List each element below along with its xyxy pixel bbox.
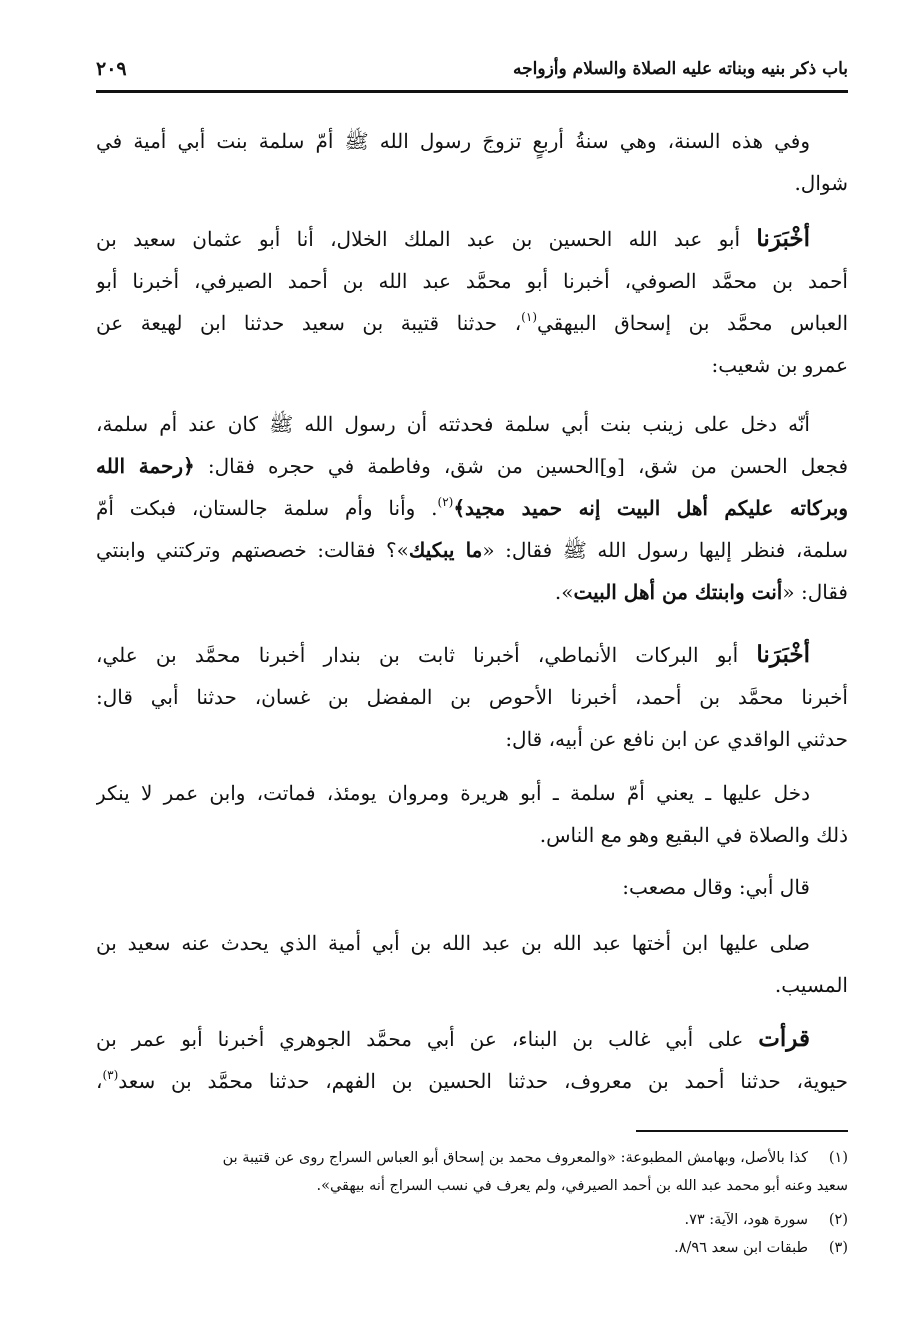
footnote-marker: (٢) <box>437 495 454 509</box>
text-line <box>96 1060 848 1102</box>
text-line <box>96 218 848 260</box>
paragraph-6 <box>96 866 848 908</box>
text-line: عمرو بن شعيب: <box>711 353 848 377</box>
text-line: ذلك والصلاة في البقيع وهو مع الناس. <box>539 823 848 847</box>
text-line: حدثني الواقدي عن ابن نافع عن أبيه، قال: <box>505 727 848 751</box>
hadith-quote: أنت وابنتك من أهل البيت <box>573 580 783 604</box>
paragraph-2 <box>96 218 848 386</box>
footnote-text: كذا بالأصل، وبهامش المطبوعة: «والمعروف محمد بن إسحاق أبو العباس السراج روى عن قتيبة بن <box>222 1150 808 1166</box>
paragraph-3 <box>96 403 848 613</box>
footnote-3 <box>96 1234 848 1262</box>
text-line: المسيب. <box>774 973 848 997</box>
footnote-number: (٢) <box>828 1212 848 1228</box>
isnad-keyword: قرأت <box>758 1025 810 1052</box>
header-rule <box>96 90 848 93</box>
text-line: أخبرنا محمَّد بن أحمد، أخبرنا الأحوص بن المفضل بن غسان، حدثنا أبي قال: <box>96 685 848 709</box>
text-span: »؟ فقالت: خصصتهم وتركتني وابنتي <box>96 538 409 562</box>
text-line <box>96 487 848 529</box>
isnad-keyword: أخْبَرَنا <box>756 225 810 252</box>
text-line <box>96 571 848 613</box>
text-line <box>96 1018 848 1060</box>
paragraph-5 <box>96 772 848 856</box>
paragraph-7 <box>96 922 848 1006</box>
text-span: سلمة، فنظر إليها رسول الله ﷺ فقال: « <box>482 538 848 562</box>
page-header <box>96 50 848 88</box>
text-line: أحمد بن محمَّد الصوفي، أخبرنا أبو محمَّد عبد الله بن أحمد الصيرفي، أخبرنا أبو <box>96 269 848 293</box>
text-line: صلى عليها ابن أختها عبد الله بن عبد الله بن أبي أمية الذي يحدث عنه سعيد بن <box>96 931 810 955</box>
text-span: على أبي غالب بن البناء، عن أبي محمَّد الجوهري أخبرنا أبو عمر بن <box>96 1027 759 1051</box>
text-span: . وأنا وأم سلمة جالستان، فبكت أمّ <box>96 496 438 520</box>
text-line: أنّه دخل على زينب بنت أبي سلمة فحدثته أن رسول الله ﷺ كان عند أم سلمة، <box>96 412 810 436</box>
paragraph-1 <box>96 120 848 204</box>
text-line: قال أبي: وقال مصعب: <box>622 875 810 899</box>
footnote-1-continued <box>96 1172 848 1200</box>
text-span: ، <box>96 1069 103 1093</box>
text-line: دخل عليها ـ يعني أمّ سلمة ـ أبو هريرة ومروان يومئذ، فماتت، وابن عمر لا ينكر <box>96 781 810 805</box>
text-span: أبو البركات الأنماطي، أخبرنا ثابت بن بندار أخبرنا محمَّد بن علي، <box>96 643 757 667</box>
text-span: ». <box>554 580 574 604</box>
footnote-1 <box>96 1144 848 1172</box>
running-title: باب ذكر بنيه وبناته عليه الصلاة والسلام وأزواجه <box>513 59 848 79</box>
text-line <box>96 445 848 487</box>
text-line: وفي هذه السنة، وهي سنةُ أربعٍ تزوجَ رسول الله ﷺ أمّ سلمة بنت أبي أمية في <box>96 129 810 153</box>
footnotes <box>96 1144 848 1262</box>
page-number: ٢٠٩ <box>96 58 127 80</box>
footnote-text: سورة هود، الآية: ٧٣. <box>684 1212 808 1228</box>
footnote-number: (٣) <box>828 1240 848 1256</box>
footnote-separator <box>636 1130 848 1132</box>
text-line <box>96 529 848 571</box>
quran-quote: ﴿رحمة الله <box>96 454 195 478</box>
text-span: حيوية، حدثنا أحمد بن معروف، حدثنا الحسين بن الفهم، حدثنا محمَّد بن سعد <box>118 1069 848 1093</box>
text-span: أبو عبد الله الحسين بن عبد الملك الخلال، أنا أبو عثمان سعيد بن <box>96 227 757 251</box>
footnote-marker: (٣) <box>102 1068 119 1082</box>
text-span: فقال: « <box>782 580 848 604</box>
footnote-2 <box>96 1206 848 1234</box>
footnote-text: طبقات ابن سعد ٨/٩٦. <box>674 1240 808 1256</box>
text-line <box>96 634 848 676</box>
paragraph-8 <box>96 1018 848 1102</box>
footnote-text: سعيد وعنه أبو محمد عبد الله بن أحمد الصيرفي، ولم يعرف في نسب السراج أنه بيهقي». <box>316 1178 848 1194</box>
paragraph-4 <box>96 634 848 760</box>
text-span: فجعل الحسن من شق، [و]الحسين من شق، وفاطمة في حجره فقال: <box>194 454 848 478</box>
isnad-keyword: أخْبَرَنا <box>756 641 810 668</box>
text-span: العباس محمَّد بن إسحاق البيهقي <box>537 311 848 335</box>
quran-quote: وبركاته عليكم أهل البيت إنه حميد مجيد﴾ <box>453 496 848 520</box>
hadith-quote: ما يبكيك <box>408 538 483 562</box>
text-span: ، حدثنا قتيبة بن سعيد حدثنا ابن لهيعة عن <box>96 311 522 335</box>
text-line: شوال. <box>794 171 848 195</box>
footnote-number: (١) <box>828 1150 848 1166</box>
text-line <box>96 302 848 344</box>
footnote-marker: (١) <box>521 310 537 324</box>
